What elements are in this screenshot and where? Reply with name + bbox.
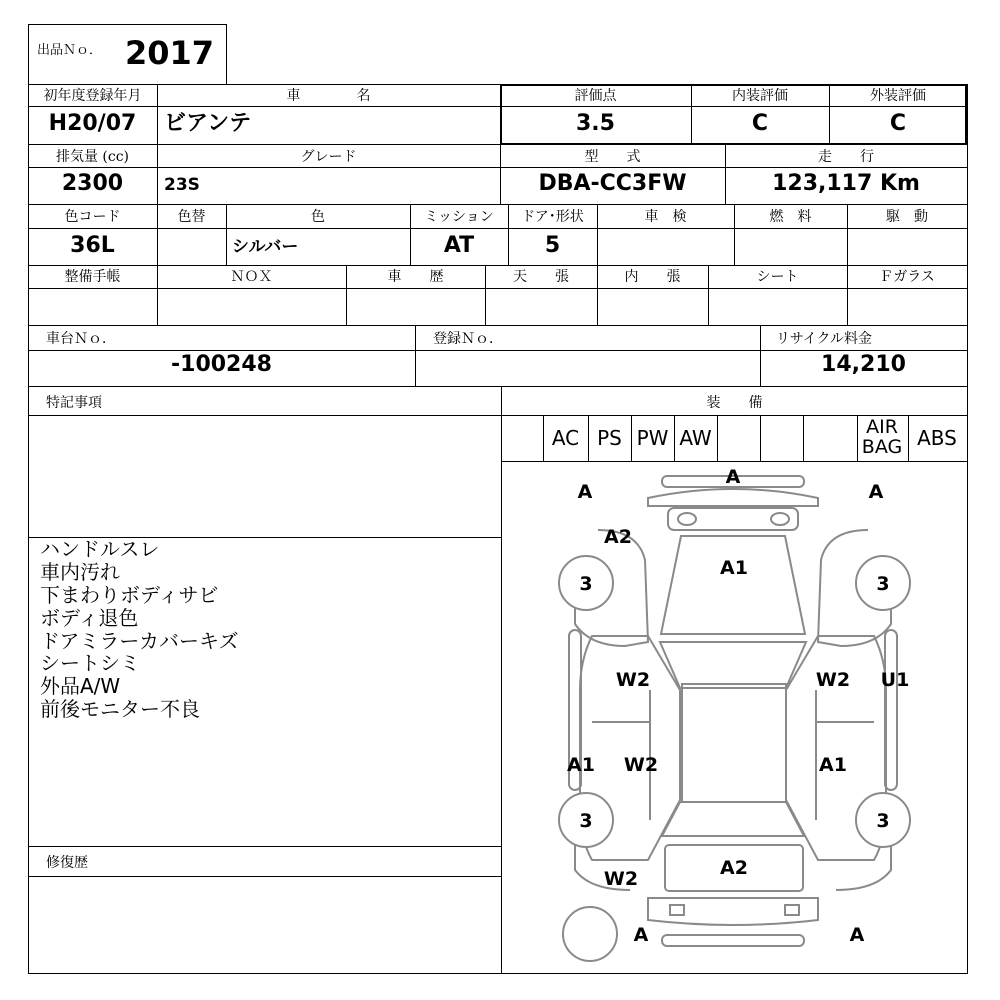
model-value: DBA-CC3FW (538, 171, 687, 196)
equipment-ac: AC (551, 426, 580, 450)
grade-value: 23S (164, 175, 200, 195)
mark-rear-door-right: A1 (819, 754, 847, 776)
color-value: シルバー (232, 237, 299, 257)
exterior-label: 外装評価 (870, 88, 926, 104)
mark-fender-right-ext: U1 (880, 669, 910, 691)
maintenance-label: 整備手帳 (64, 269, 121, 285)
inspection-label: 車 検 (644, 209, 687, 225)
chassis-value: -100248 (171, 352, 272, 377)
equipment-abs: ABS (917, 426, 957, 450)
transmission-label: ミッション (424, 209, 494, 225)
drive-label: 駆 動 (886, 209, 928, 225)
color-change-label: 色替 (177, 209, 206, 225)
car-name-label: 車 名 (286, 88, 371, 104)
mark-front-center: A (725, 466, 741, 488)
mark-rear-door-left: A1 (567, 754, 595, 776)
nox-label: ＮＯＸ (230, 269, 273, 285)
car-name-value: ビアンテ (164, 111, 252, 136)
note-line: 下まわりボディサビ (40, 583, 219, 607)
grade-label: グレード (300, 149, 357, 165)
seat-label: シート (756, 269, 799, 285)
mileage-label: 走 行 (818, 149, 874, 165)
note-line: 前後モニター不良 (40, 697, 200, 721)
mark-fender-left: W2 (615, 669, 651, 691)
equipment-airbag: AIR BAG (861, 416, 903, 458)
note-line: 車内汚れ (40, 560, 120, 584)
exterior-value: C (889, 111, 907, 136)
mark-rear-quarter-left: W2 (603, 868, 639, 890)
car-diagram (501, 461, 968, 974)
listing-number-label: 出品Ｎｏ． (37, 43, 103, 58)
mark-hood: A1 (720, 557, 748, 579)
displacement-label: 排気量 (cc) (55, 149, 130, 165)
listing-number-box (28, 24, 227, 85)
fglass-label: Ｆガラス (879, 269, 935, 285)
color-code-value: 36L (70, 233, 115, 258)
interior-value: C (751, 111, 769, 136)
door-shape-label: ドア･形状 (521, 209, 584, 225)
mileage-value: 123,117 Km (772, 171, 920, 196)
transmission-value: AT (443, 233, 475, 258)
mark-front-right: A (868, 481, 884, 503)
mark-rear-right: A (849, 924, 865, 946)
mark-rear-door-left-2: W2 (623, 754, 659, 776)
mark-pillar-left: A2 (604, 526, 632, 548)
note-line: シートシミ (40, 651, 140, 675)
mark-tire-rr: 3 (876, 810, 890, 832)
displacement-value: 2300 (61, 171, 124, 196)
history-label: 車 歴 (387, 269, 444, 285)
interior-roof-label: 内 張 (624, 269, 681, 285)
mark-front-left: A (577, 481, 593, 503)
interior-label: 内装評価 (732, 88, 788, 104)
note-line: ハンドルスレ (40, 537, 160, 561)
model-label: 型 式 (584, 149, 641, 165)
mark-tire-fr: 3 (876, 573, 890, 595)
note-line: 外品A/W (40, 674, 121, 698)
mark-rear-left: A (633, 924, 649, 946)
mark-tire-rl: 3 (579, 810, 593, 832)
sunroof-label: 天 張 (513, 269, 569, 285)
fuel-label: 燃 料 (769, 209, 812, 225)
repair-label: 修復歴 (46, 855, 88, 871)
color-code-label: 色コード (64, 209, 121, 225)
note-line: ドアミラーカバーキズ (40, 629, 239, 653)
door-shape-value: 5 (544, 233, 561, 258)
equipment-ps: PS (597, 426, 622, 450)
equipment-pw: PW (636, 426, 669, 450)
recycle-value: 14,210 (821, 352, 906, 377)
color-label: 色 (311, 209, 325, 225)
note-line: ボディ退色 (40, 606, 139, 630)
mark-tire-fl: 3 (579, 573, 593, 595)
mark-fender-right: W2 (815, 669, 851, 691)
registration-label: 登録Ｎｏ． (433, 331, 503, 347)
chassis-label: 車台Ｎｏ． (46, 331, 116, 347)
mark-tailgate: A2 (720, 857, 748, 879)
score-label: 評価点 (574, 88, 617, 104)
notes-label: 特記事項 (46, 395, 102, 411)
listing-number-value: 2017 (125, 34, 215, 72)
equipment-label: 装 備 (706, 395, 763, 411)
score-value: 3.5 (576, 111, 615, 136)
recycle-label: リサイクル料金 (776, 331, 873, 347)
first-reg-label: 初年度登録年月 (43, 88, 142, 104)
equipment-aw: AW (679, 426, 712, 450)
first-reg-value: H20/07 (48, 111, 137, 136)
